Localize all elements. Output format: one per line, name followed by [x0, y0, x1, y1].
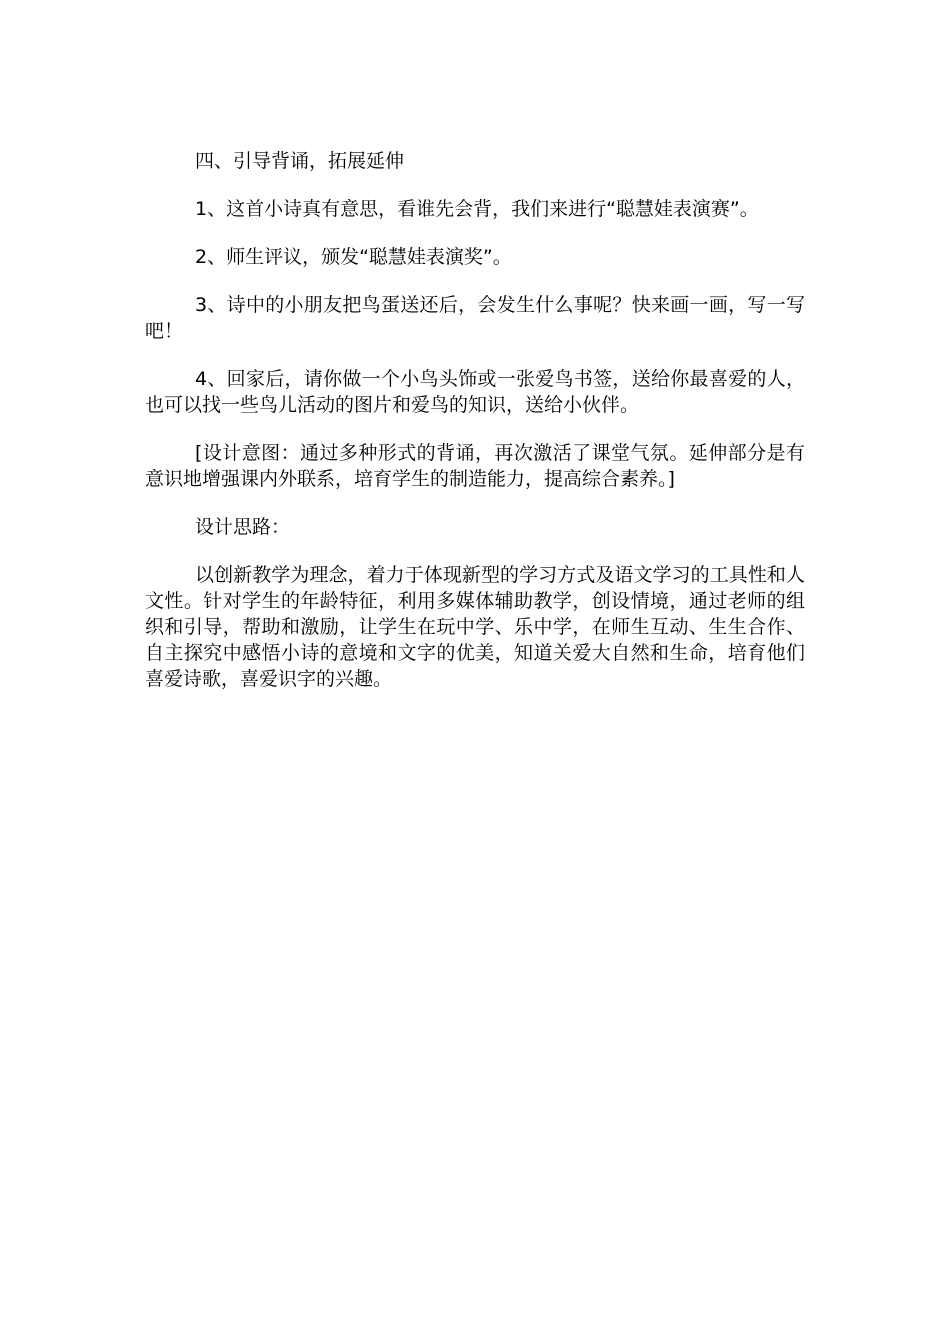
design-intent-paragraph: [设计意图：通过多种形式的背诵，再次激活了课堂气氛。延伸部分是有意识地增强课内外联系，培育学生的制造能力，提高综合素养。]	[145, 442, 805, 490]
paragraph-item-4: 4、回家后，请你做一个小鸟头饰或一张爱鸟书签，送给你最喜爱的人，也可以找一些鸟儿活动的图片和爱鸟的知识，送给小伙伴。	[145, 368, 805, 416]
paragraph-item-3: 3、诗中的小朋友把鸟蛋送还后，会发生什么事呢？快来画一画，写一写吧！	[145, 294, 805, 342]
section-heading: 四、引导背诵，拓展延伸	[195, 150, 405, 172]
document-body	[145, 148, 805, 714]
design-ideas-paragraph: 以创新教学为理念，着力于体现新型的学习方式及语文学习的工具性和人文性。针对学生的年龄特征，利用多媒体辅助教学，创设情境，通过老师的组织和引导，帮助和激励，让学生在玩中学、乐中学，在师生互动、生生合作、自主探究中感悟小诗的意境和文字的优美，知道关爱大自然和生命，培育他们喜爱诗歌，喜爱识字的兴趣。	[145, 564, 805, 690]
paragraph-item-1: 1、这首小诗真有意思，看谁先会背，我们来进行“聪慧娃表演赛”。	[195, 198, 759, 220]
design-ideas-heading: 设计思路：	[195, 516, 291, 538]
paragraph-item-2: 2、师生评议，颁发“聪慧娃表演奖”。	[195, 246, 512, 268]
